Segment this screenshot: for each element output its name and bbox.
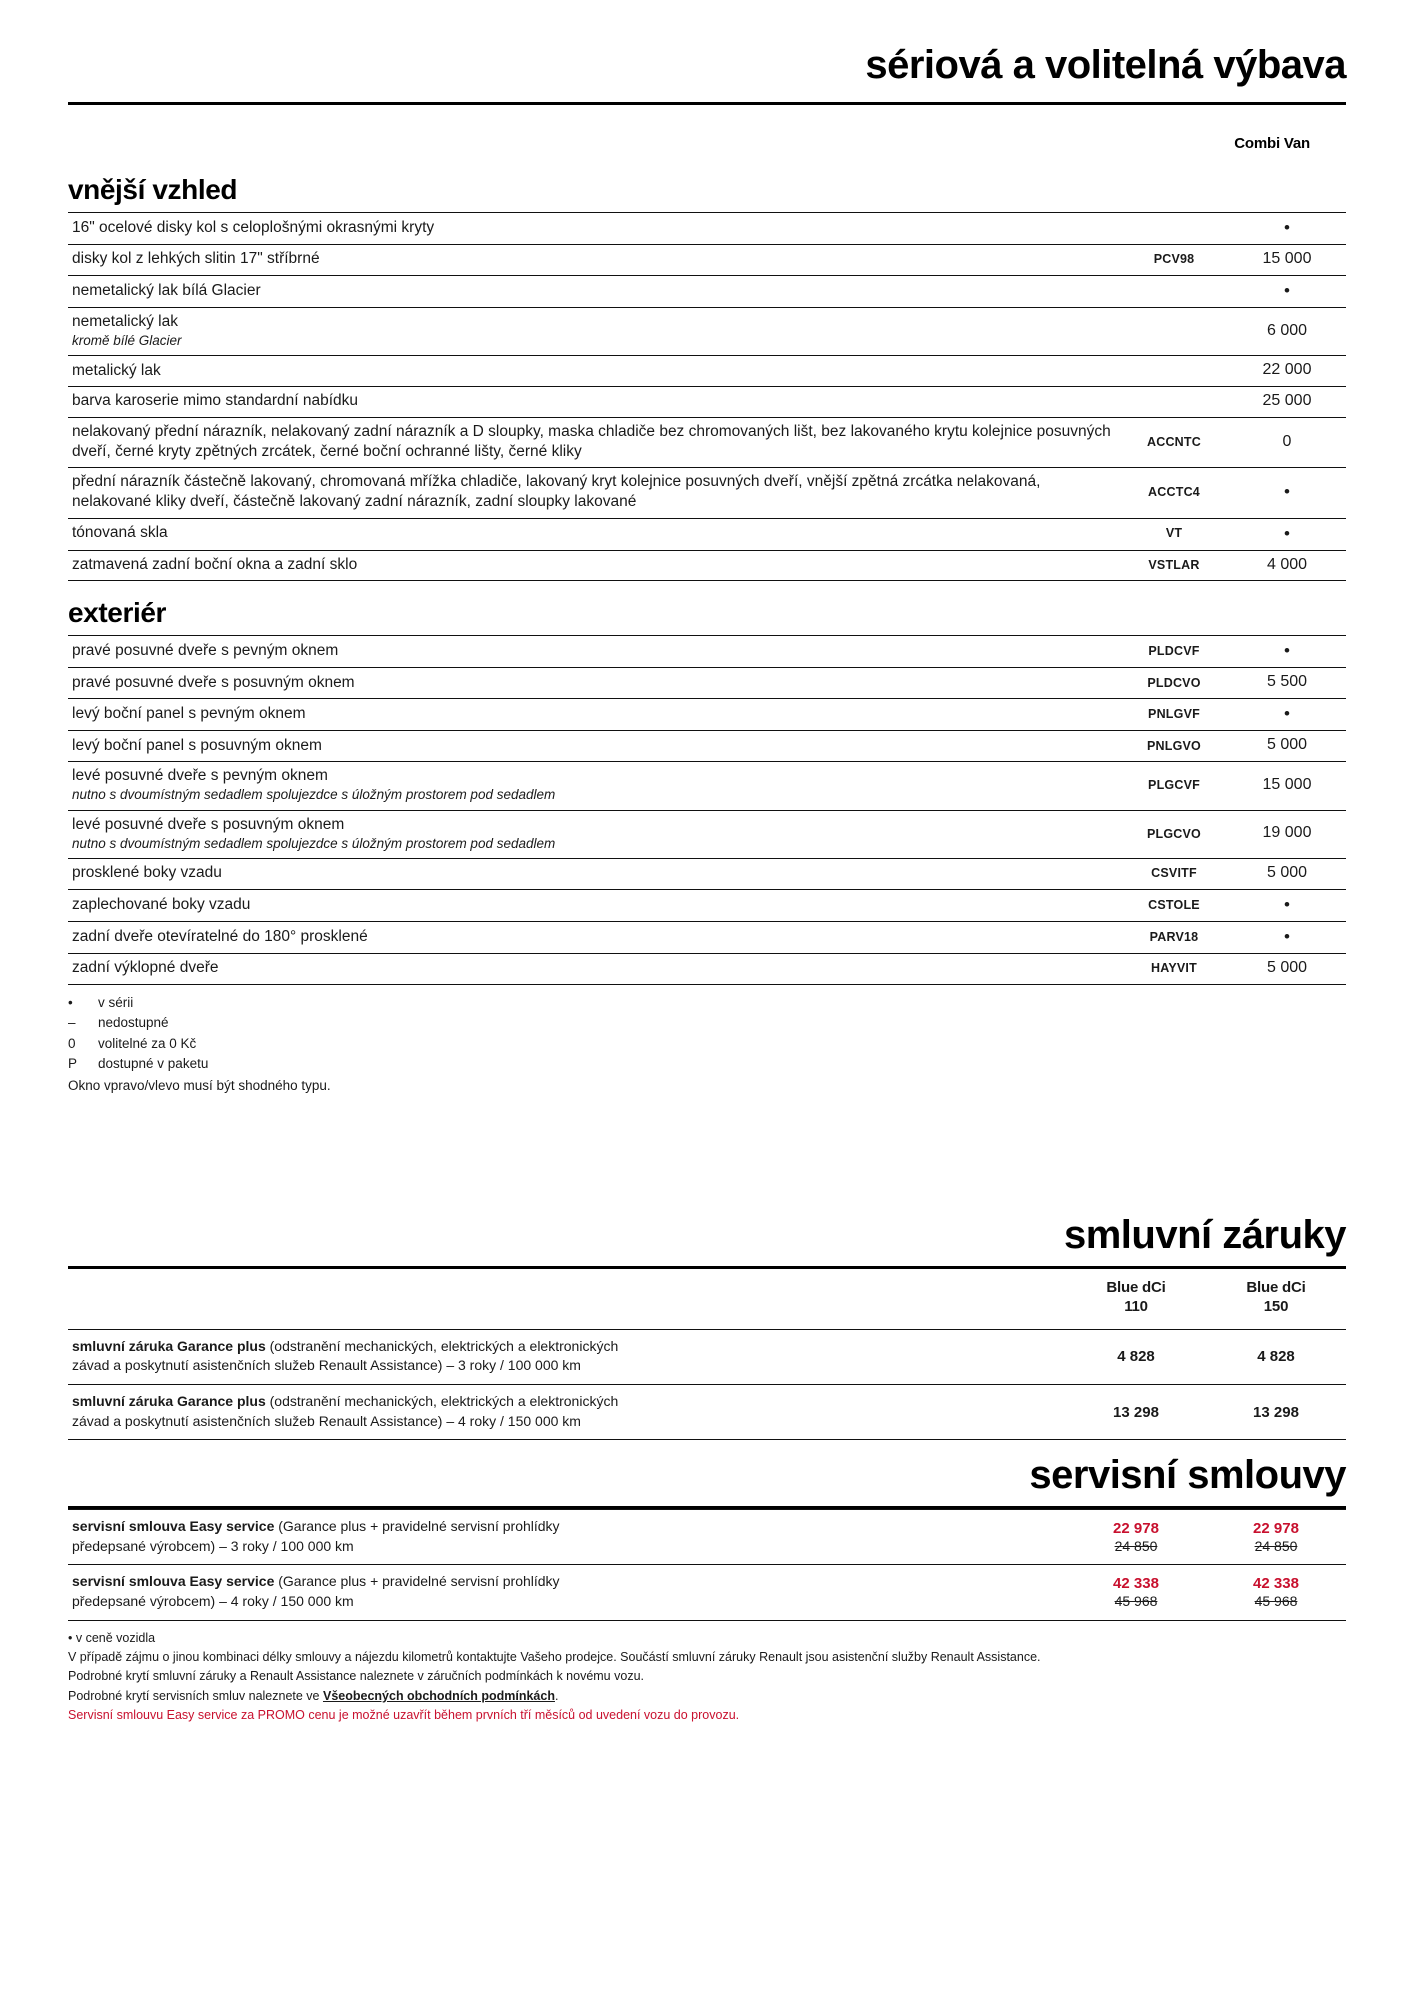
warranty-price-col1: 4 828 bbox=[1117, 1348, 1155, 1366]
service-price-col2-original: 24 850 bbox=[1254, 1538, 1298, 1555]
warranty-col1-line2: 110 bbox=[1124, 1298, 1148, 1315]
row-description bbox=[68, 921, 1120, 953]
row-option-code: PNLGVF bbox=[1148, 707, 1200, 722]
service-row-title: servisní smlouva Easy service bbox=[72, 1518, 275, 1535]
row-option-code: VT bbox=[1165, 526, 1183, 541]
service-row bbox=[68, 1510, 1346, 1565]
service-price-col2 bbox=[1206, 1510, 1346, 1565]
warranty-row-detail-line2: závad a poskytnutí asistenčních služeb Renault Assistance) – 4 roky / 150 000 km bbox=[72, 1412, 581, 1429]
table-row bbox=[68, 387, 1346, 418]
row-option-code: PNLGVO bbox=[1147, 738, 1201, 753]
service-price-col1 bbox=[1066, 1510, 1206, 1565]
row-description-main: levý boční panel s posuvným oknem bbox=[72, 736, 322, 754]
legend-symbol: • bbox=[68, 994, 73, 1010]
footnote-line-2: V případě zájmu o jinou kombinaci délky smlouvy a nájezdu kilometrů kontaktujte Vašeho prodejce. Součástí smluvní záruky Renault jsou asistenční služby Renault Assistance. bbox=[68, 1649, 1041, 1664]
service-price-col2-original: 45 968 bbox=[1254, 1593, 1298, 1610]
warranty-header-blank bbox=[68, 1269, 1066, 1329]
row-option-code bbox=[1120, 307, 1228, 355]
legend-symbol: P bbox=[68, 1056, 78, 1072]
section-heading-exterior: exteriér bbox=[68, 597, 166, 629]
row-description bbox=[68, 953, 1120, 984]
table-row bbox=[68, 810, 1346, 858]
legend-symbol: – bbox=[68, 1015, 76, 1031]
warranty-col-header-1 bbox=[1066, 1269, 1206, 1329]
row-description bbox=[68, 889, 1120, 921]
table-row bbox=[68, 921, 1346, 953]
legend-item bbox=[68, 1013, 1346, 1034]
variant-header-row bbox=[68, 135, 1346, 152]
row-option-code: PLDCVO bbox=[1147, 675, 1201, 690]
table-row bbox=[68, 953, 1346, 984]
row-description-main: zadní dveře otevíratelné do 180° prosklené bbox=[72, 927, 368, 945]
row-option-code bbox=[1120, 387, 1228, 418]
warranty-row-title: smluvní záruka Garance plus bbox=[72, 1337, 266, 1354]
footnotes bbox=[68, 1629, 1346, 1726]
legend bbox=[68, 993, 1346, 1097]
warranty-row-detail: (odstranění mechanických, elektrických a elektronických bbox=[265, 1337, 619, 1354]
row-price-value: 5 000 bbox=[1266, 958, 1308, 976]
warranty-table bbox=[68, 1269, 1346, 1440]
row-description bbox=[68, 468, 1120, 518]
row-description-main: prosklené boky vzadu bbox=[72, 864, 222, 882]
table-row bbox=[68, 762, 1346, 810]
row-option-code: CSVITF bbox=[1151, 866, 1197, 881]
table-row bbox=[68, 668, 1346, 699]
warranty-col-header-2 bbox=[1206, 1269, 1346, 1329]
footnote-line-5-promo: Servisní smlouvu Easy service za PROMO cenu je možné uzavřít během prvních tří měsíců od uvedení vozu do provozu. bbox=[68, 1708, 740, 1722]
row-description-main: levé posuvné dveře s posuvným oknem bbox=[72, 815, 345, 833]
row-price-value: 15 000 bbox=[1262, 250, 1312, 268]
service-price-col1-promo: 42 338 bbox=[1113, 1575, 1159, 1593]
warranty-price-col2: 13 298 bbox=[1253, 1403, 1299, 1421]
row-description-note: nutno s dvoumístným sedadlem spolujezdce s úložným prostorem pod sedadlem bbox=[72, 787, 556, 803]
row-option-code bbox=[1120, 356, 1228, 387]
legend-item bbox=[68, 1054, 1346, 1075]
row-description bbox=[68, 810, 1120, 858]
row-description bbox=[68, 356, 1120, 387]
service-row-detail: (Garance plus + pravidelné servisní prohlídky bbox=[274, 1518, 560, 1535]
warranty-price-col1: 13 298 bbox=[1113, 1403, 1159, 1421]
row-description-main: metalický lak bbox=[72, 361, 161, 379]
warranty-row bbox=[68, 1384, 1346, 1439]
equipment-table-exterior bbox=[68, 635, 1346, 984]
warranty-row-description bbox=[68, 1384, 1066, 1439]
table-row bbox=[68, 858, 1346, 889]
warranty-col1-line1: Blue dCi bbox=[1106, 1279, 1166, 1297]
warranty-row-detail-line2: závad a poskytnutí asistenčních služeb Renault Assistance) – 3 roky / 100 000 km bbox=[72, 1357, 581, 1374]
table-row bbox=[68, 275, 1346, 307]
row-price-value: 15 000 bbox=[1262, 775, 1312, 793]
row-description bbox=[68, 307, 1120, 355]
row-price-value: 5 000 bbox=[1266, 863, 1308, 881]
row-option-code: PLDCVF bbox=[1148, 644, 1200, 659]
row-price-value: 25 000 bbox=[1262, 392, 1312, 410]
row-description bbox=[68, 417, 1120, 467]
row-description-main: pravé posuvné dveře s pevným oknem bbox=[72, 642, 339, 660]
row-price-value: • bbox=[1284, 482, 1290, 502]
service-title: servisní smlouvy bbox=[1029, 1453, 1346, 1498]
row-price-value: 0 bbox=[1282, 432, 1292, 450]
row-description-main: nelakovaný přední nárazník, nelakovaný zadní nárazník a D sloupky, maska chladiče bez chromovaných lišt, bez lakovaného krytu kolejnice posuvných dveří, černé kryty zpětných zrcátek, černé boční ochranné lišty, černé kliky bbox=[72, 422, 1111, 461]
terms-link[interactable]: Všeobecných obchodních podmínkách bbox=[322, 1688, 555, 1703]
table-row bbox=[68, 550, 1346, 581]
service-price-col2-promo: 22 978 bbox=[1253, 1520, 1299, 1538]
row-description-main: zadní výklopné dveře bbox=[72, 959, 219, 977]
warranty-col2-line1: Blue dCi bbox=[1246, 1279, 1306, 1297]
footnote-line-1: • v ceně vozidla bbox=[68, 1630, 156, 1645]
row-description-main: nemetalický lak bbox=[72, 312, 178, 330]
row-description-main: tónovaná skla bbox=[72, 524, 168, 542]
warranty-row-title: smluvní záruka Garance plus bbox=[72, 1392, 266, 1409]
row-description bbox=[68, 636, 1120, 668]
row-price-value: • bbox=[1284, 926, 1290, 946]
service-price-col2 bbox=[1206, 1565, 1346, 1620]
service-price-col1-promo: 22 978 bbox=[1113, 1520, 1159, 1538]
table-row bbox=[68, 636, 1346, 668]
footnote-line-3: Podrobné krytí smluvní záruky a Renault Assistance naleznete v záručních podmínkách k novému vozu. bbox=[68, 1669, 644, 1684]
row-option-code: PLGCVF bbox=[1148, 778, 1200, 793]
row-option-code: CSTOLE bbox=[1148, 897, 1200, 912]
table-row bbox=[68, 307, 1346, 355]
row-option-code: PLGCVO bbox=[1147, 826, 1201, 841]
row-description bbox=[68, 245, 1120, 276]
row-description-main: zaplechované boky vzadu bbox=[72, 895, 251, 913]
warranty-row-description bbox=[68, 1329, 1066, 1384]
table-row bbox=[68, 245, 1346, 276]
legend-text: nedostupné bbox=[98, 1015, 169, 1031]
row-option-code: HAYVIT bbox=[1151, 961, 1197, 976]
row-description bbox=[68, 699, 1120, 731]
row-option-code: PCV98 bbox=[1153, 252, 1195, 267]
legend-item bbox=[68, 1034, 1346, 1055]
table-row bbox=[68, 213, 1346, 245]
service-row-title: servisní smlouva Easy service bbox=[72, 1573, 275, 1590]
footnote-line-4-post: . bbox=[554, 1688, 559, 1703]
row-option-code: VSTLAR bbox=[1148, 557, 1200, 572]
equipment-table-exterior-look bbox=[68, 212, 1346, 581]
table-row bbox=[68, 889, 1346, 921]
service-table bbox=[68, 1509, 1346, 1620]
row-description-main: disky kol z lehkých slitin 17" stříbrné bbox=[72, 250, 320, 268]
table-row bbox=[68, 518, 1346, 550]
row-price-value: • bbox=[1284, 218, 1290, 237]
row-option-code: ACCTC4 bbox=[1148, 485, 1200, 500]
warranty-col2-line2: 150 bbox=[1263, 1298, 1289, 1315]
service-row-detail-line2: předepsané výrobcem) – 3 roky / 100 000 km bbox=[72, 1537, 354, 1554]
row-description bbox=[68, 518, 1120, 550]
footnote-line-4-pre: Podrobné krytí servisních smluv naleznete ve bbox=[68, 1688, 323, 1703]
service-row-description bbox=[68, 1565, 1066, 1620]
row-description-main: 16" ocelové disky kol s celoplošnými okrasnými kryty bbox=[72, 218, 435, 236]
row-description bbox=[68, 762, 1120, 810]
row-description-note: nutno s dvoumístným sedadlem spolujezdce s úložným prostorem pod sedadlem bbox=[72, 835, 556, 851]
row-price-value: • bbox=[1284, 704, 1290, 724]
service-row bbox=[68, 1565, 1346, 1620]
row-description-main: zatmavená zadní boční okna a zadní sklo bbox=[72, 555, 358, 573]
warranty-row bbox=[68, 1329, 1346, 1384]
row-description-main: nemetalický lak bílá Glacier bbox=[72, 281, 261, 299]
row-price-value: • bbox=[1284, 523, 1290, 543]
row-option-code bbox=[1120, 275, 1228, 307]
row-description bbox=[68, 387, 1120, 418]
table-row bbox=[68, 731, 1346, 762]
service-row-detail-line2: předepsané výrobcem) – 4 roky / 150 000 km bbox=[72, 1592, 354, 1609]
row-description-main: levý boční panel s pevným oknem bbox=[72, 705, 306, 723]
row-description-main: barva karoserie mimo standardní nabídku bbox=[72, 392, 359, 410]
service-price-col1-original: 45 968 bbox=[1114, 1593, 1158, 1610]
row-option-code: PARV18 bbox=[1149, 929, 1199, 944]
service-price-col2-promo: 42 338 bbox=[1253, 1575, 1299, 1593]
row-price-value: 5 000 bbox=[1266, 736, 1308, 754]
service-price-col1-original: 24 850 bbox=[1114, 1538, 1158, 1555]
row-price-value: 19 000 bbox=[1262, 824, 1312, 842]
variant-label: Combi Van bbox=[1234, 135, 1310, 152]
warranty-row-detail: (odstranění mechanických, elektrických a elektronických bbox=[265, 1392, 619, 1409]
table-row bbox=[68, 356, 1346, 387]
row-price-value: 6 000 bbox=[1266, 321, 1308, 339]
row-price-value: • bbox=[1284, 641, 1290, 661]
title-rule bbox=[68, 102, 1346, 105]
table-row bbox=[68, 699, 1346, 731]
row-option-code bbox=[1120, 213, 1228, 245]
row-description-main: přední nárazník částečně lakovaný, chromovaná mřížka chladiče, lakovaný kryt kolejnice posuvných dveří, vnější zpětná zrcátka nelakovaná, nelakované kliky dveří, částečně lakovaný zadní nárazník, zadní sloupky lakované bbox=[72, 473, 1041, 511]
row-description bbox=[68, 858, 1120, 889]
row-description-main: pravé posuvné dveře s posuvným oknem bbox=[72, 673, 355, 691]
row-description-note: kromě bílé Glacier bbox=[72, 333, 182, 349]
legend-symbol: 0 bbox=[68, 1035, 76, 1051]
row-price-value: 4 000 bbox=[1266, 555, 1308, 573]
legend-text: volitelné za 0 Kč bbox=[98, 1035, 197, 1051]
table-row bbox=[68, 417, 1346, 467]
row-description bbox=[68, 668, 1120, 699]
service-price-col1 bbox=[1066, 1565, 1206, 1620]
page-title: sériová a volitelná výbava bbox=[865, 43, 1346, 87]
footnote-line-4 bbox=[68, 1687, 1346, 1706]
legend-note: Okno vpravo/vlevo musí být shodného typu. bbox=[68, 1077, 331, 1093]
row-price-value: • bbox=[1284, 894, 1290, 914]
row-price-value: 5 500 bbox=[1266, 673, 1308, 691]
row-option-code: ACCNTC bbox=[1147, 434, 1201, 449]
row-price-value: 22 000 bbox=[1262, 361, 1312, 379]
legend-item bbox=[68, 993, 1346, 1014]
legend-text: dostupné v paketu bbox=[98, 1056, 209, 1072]
legend-text: v sérii bbox=[98, 994, 134, 1010]
service-row-detail: (Garance plus + pravidelné servisní prohlídky bbox=[274, 1573, 560, 1590]
row-price-value: • bbox=[1284, 280, 1290, 300]
row-description bbox=[68, 213, 1120, 245]
row-description-main: levé posuvné dveře s pevným oknem bbox=[72, 767, 328, 785]
row-description bbox=[68, 731, 1120, 762]
row-description bbox=[68, 275, 1120, 307]
service-row-description bbox=[68, 1510, 1066, 1565]
section-heading-exterior-look: vnější vzhled bbox=[68, 174, 238, 205]
row-description bbox=[68, 550, 1120, 581]
warranty-title: smluvní záruky bbox=[1063, 1213, 1346, 1258]
warranty-price-col2: 4 828 bbox=[1257, 1348, 1295, 1366]
table-row bbox=[68, 468, 1346, 518]
